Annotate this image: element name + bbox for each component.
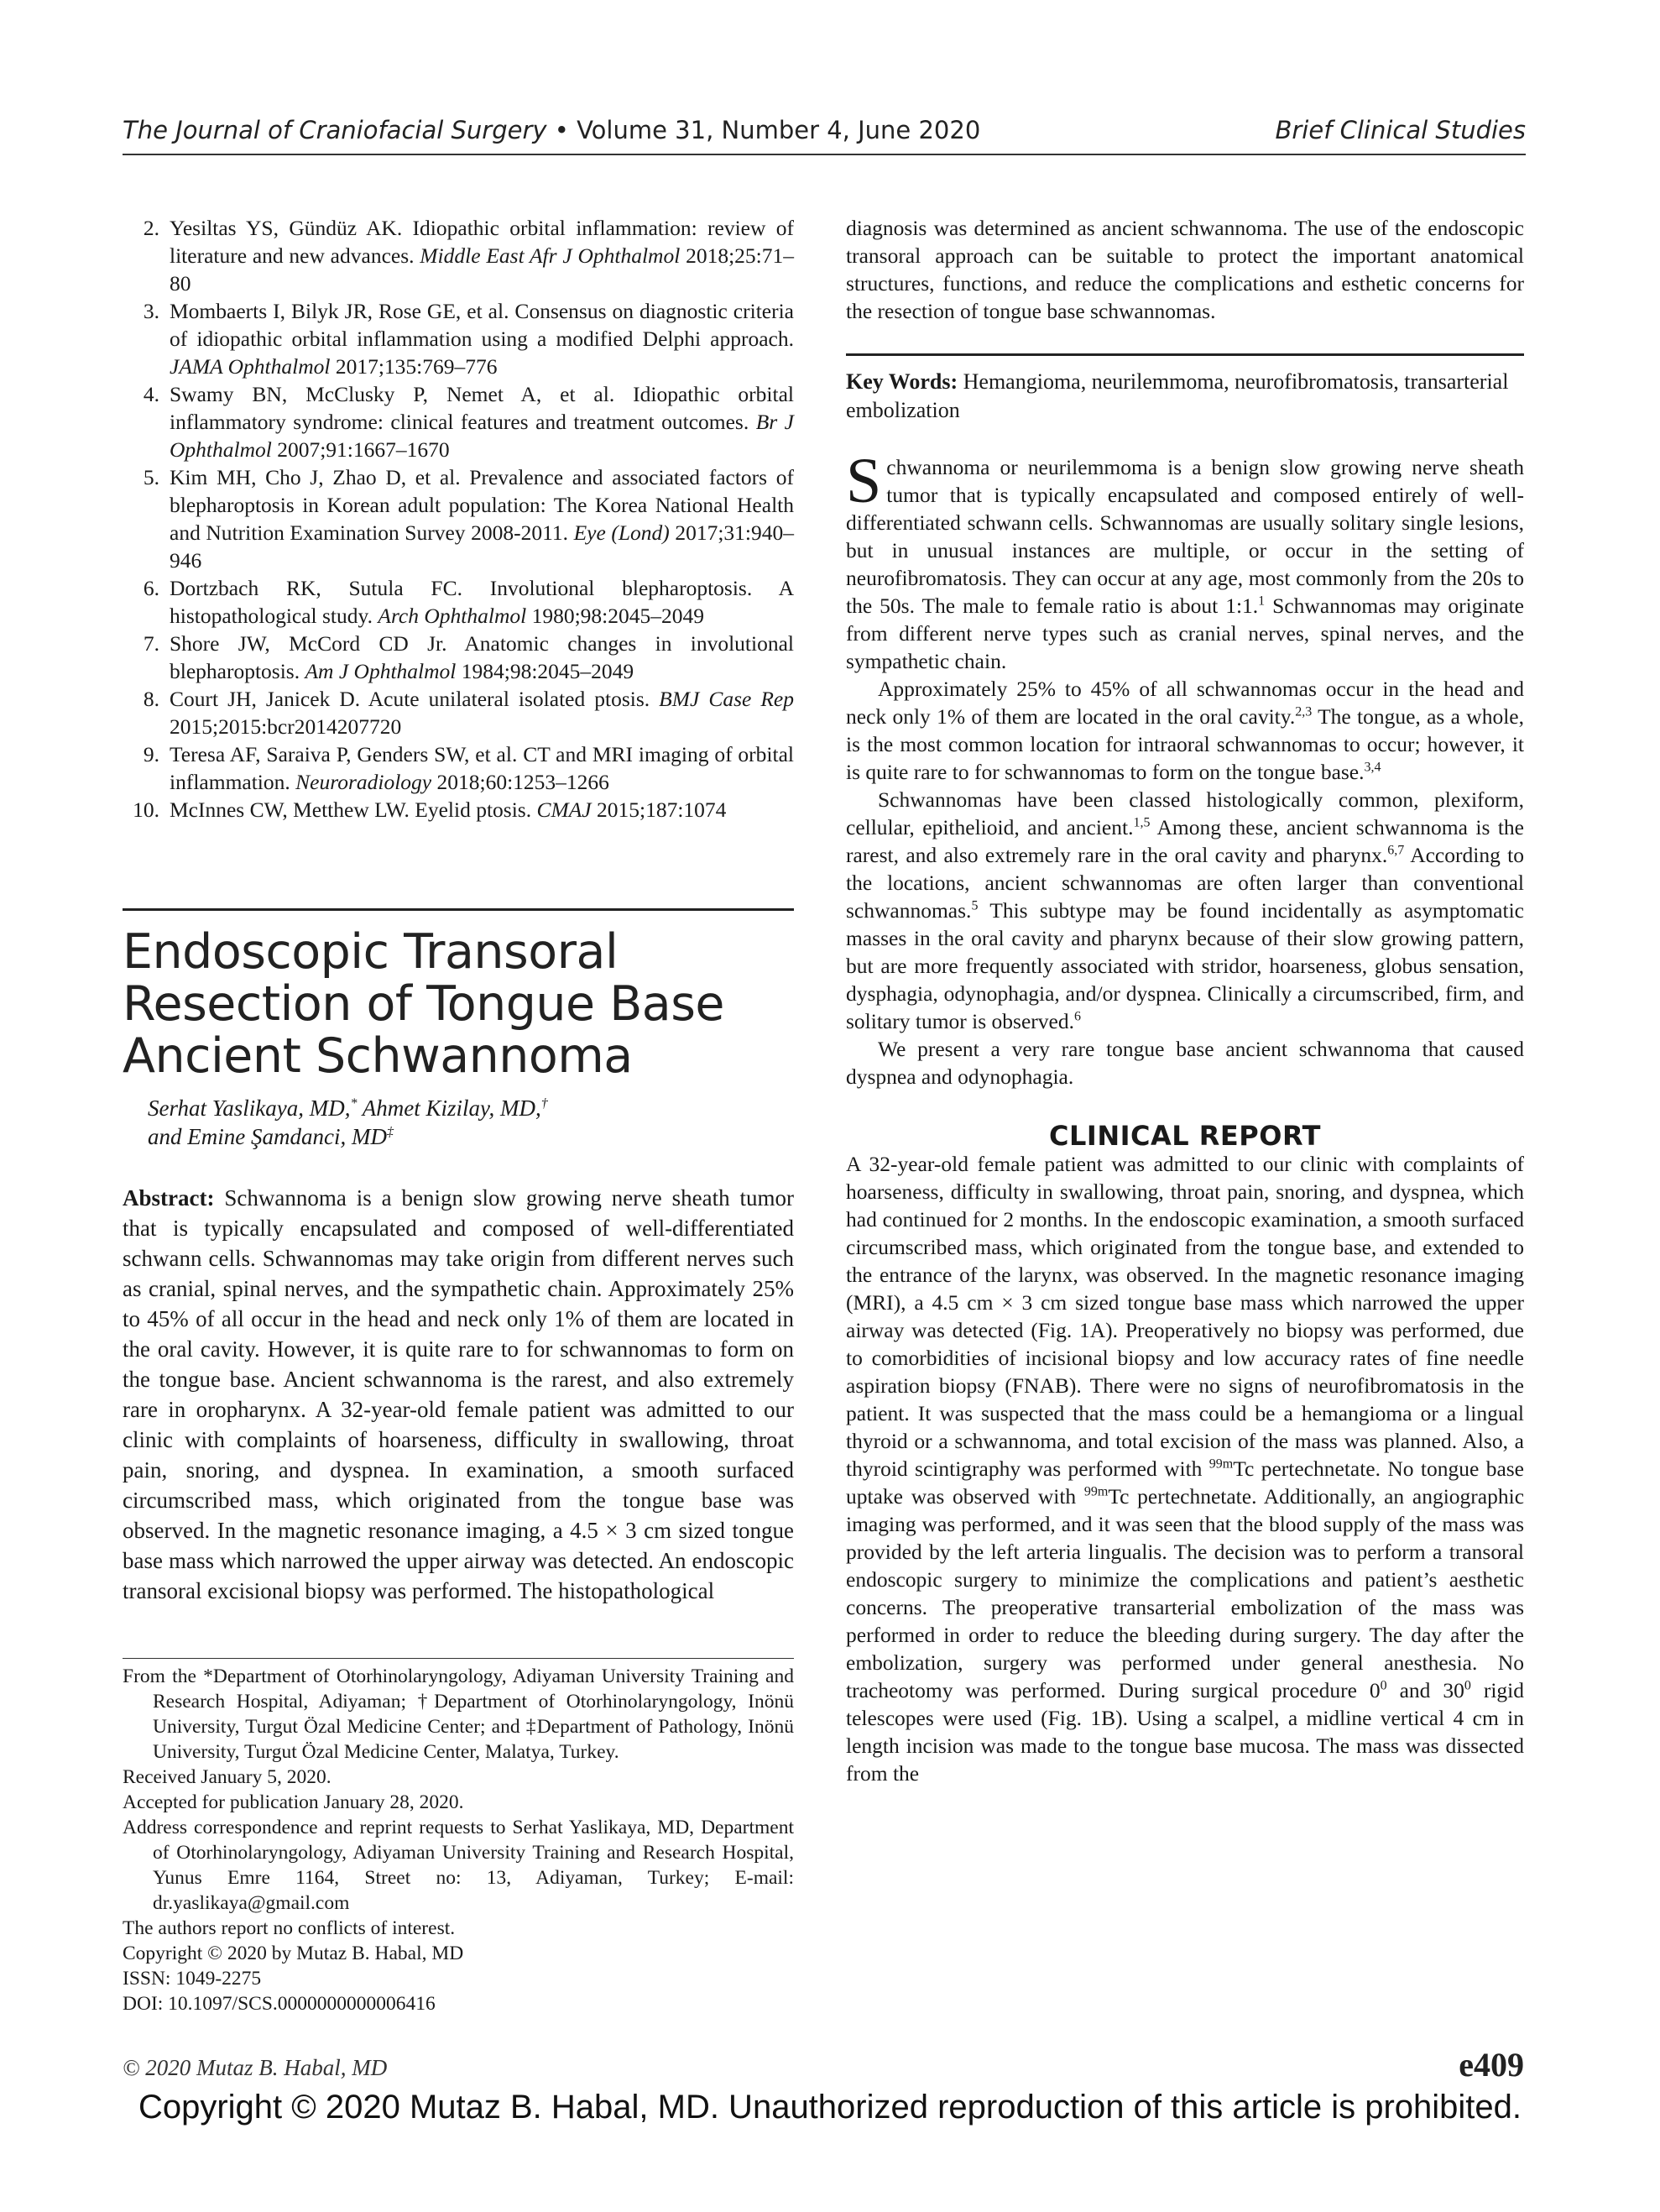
reference-text: Yesiltas YS, Gündüz AK. Idiopathic orbital inflammation: review of literature and new advances.: [170, 216, 794, 268]
page-number: e409: [1459, 2046, 1524, 2084]
reference-item: [123, 574, 794, 630]
abstract-continued: diagnosis was determined as ancient schwannoma. The use of the endoscopic transoral approach can be suitable to protect the important anatomical structures, functions, and reduce the complications and esthetic concerns for the resection of tongue base schwannomas.: [846, 216, 1524, 323]
clinical-report-heading: CLINICAL REPORT: [1049, 1120, 1321, 1152]
reference-journal: CMAJ: [536, 797, 592, 822]
intro-p1-text: chwannoma or neurilemmoma is a benign slow growing nerve sheath tumor that is typically encapsulated and composed entirely of well-differentiated schwann cells. Schwannomas are usually solitary single lesions, but in unusual instances are multiple, or occur in the setting of neurofibromatosis. They can occur at any age, most commonly from the 20s to the 50s. The male to female ratio is about 1:1.: [846, 455, 1524, 618]
copyright-line: Copyright © 2020 by Mutaz B. Habal, MD: [123, 1943, 464, 1964]
reference-journal: Arch Ophthalmol: [378, 604, 527, 628]
reference-journal: Am J Ophthalmol: [305, 659, 457, 683]
reference-citation: 2015;187:1074: [591, 797, 727, 822]
affiliations: [123, 1664, 794, 2016]
reference-item: [123, 380, 794, 463]
abstract: [123, 1183, 794, 1606]
reference-text: Dortzbach RK, Sutula FC. Involutional blepharoptosis. A histopathological study.: [170, 576, 794, 628]
citation: 1,5: [1133, 815, 1151, 830]
reference-citation: 2018;60:1253–1266: [431, 770, 609, 794]
citation: 6: [1073, 1009, 1081, 1024]
intro-p3c: According to the locations, ancient schwannomas are often larger than conventional schwannomas.: [846, 843, 1524, 923]
reference-text: Kim MH, Cho J, Zhao D, et al. Prevalence and associated factors of blepharoptosis in Korean adult population: The Korea National Health and Nutrition Examination Survey 2008-2011.: [170, 465, 794, 545]
reference-citation: 2018;25:71–80: [170, 243, 795, 295]
author-2: Ahmet Kizilay, MD,: [357, 1096, 541, 1121]
left-column: [123, 214, 794, 2016]
reference-text: Mombaerts I, Bilyk JR, Rose GE, et al. Consensus on diagnostic criteria of idiopathic orbital inflammation using a modified Delphi approach.: [170, 299, 794, 351]
reference-number: 4.: [143, 382, 159, 406]
accepted-date: Accepted for publication January 28, 2020.: [123, 1791, 464, 1813]
keywords-label: Key Words:: [846, 369, 958, 394]
article-title: Endoscopic Transoral Resection of Tongue Base Ancient Schwannoma: [123, 924, 725, 1084]
author-3: and Emine Şamdanci, MD: [148, 1124, 387, 1149]
intro-p2b: The tongue, as a whole, is the most common location for intraoral schwannomas to occur; however, it is quite rare to for schwannomas to form on the tongue base.: [846, 704, 1524, 784]
reference-citation: 2015;2015:bcr2014207720: [170, 714, 402, 739]
reference-text: Shore JW, McCord CD Jr. Anatomic changes in involutional blepharoptosis.: [170, 631, 794, 683]
reference-text: Swamy BN, McClusky P, Nemet A, et al. Idiopathic orbital inflammatory syndrome: clinical features and treatment outcomes.: [170, 382, 794, 434]
keywords: [846, 368, 1524, 425]
affiliation-rule: [123, 1658, 794, 1659]
reference-journal: JAMA Ophthalmol: [170, 354, 331, 379]
author-1-mark: *: [350, 1096, 358, 1111]
running-header-left: [123, 116, 980, 144]
intro-p3b: Among these, ancient schwannoma is the rarest, and also extremely rare in the oral cavity and pharynx.: [846, 815, 1524, 867]
reference-citation: 2017;135:769–776: [330, 354, 498, 379]
intro-p1-tail: Schwannomas may originate from different nerve types such as cranial nerves, spinal nerves, and the sympathetic chain.: [846, 594, 1524, 673]
author-list: [123, 1094, 794, 1151]
reference-item: [123, 297, 794, 380]
reference-item: [123, 685, 794, 740]
reference-citation: 1980;98:2045–2049: [526, 604, 705, 628]
doi-line: DOI: 10.1097/SCS.0000000000006416: [123, 1993, 436, 2015]
reference-item: [123, 630, 794, 685]
reference-text: Court JH, Janicek D. Acute unilateral isolated ptosis.: [170, 687, 660, 711]
reference-citation: 2007;91:1667–1670: [271, 437, 450, 462]
clinical-paragraph: [846, 1150, 1524, 1787]
reference-text: McInnes CW, Metthew LW. Eyelid ptosis.: [170, 797, 537, 822]
abstract-label: Abstract:: [123, 1185, 215, 1211]
intro-p3a: Schwannomas have been classed histologically common, plexiform, cellular, epithelioid, and ancient.: [846, 787, 1524, 839]
received-date: Received January 5, 2020.: [123, 1766, 331, 1788]
reference-number: 9.: [143, 742, 159, 766]
affiliation-from: From the *Department of Otorhinolaryngology, Adiyaman University Training and Research Hospital, Adiyaman; †Department of Otorhinolaryngology, Inönü University, Turgut Özal Medicine Center; and ‡Department of Pathology, Inönü University, Turgut Özal Medicine Center, Malatya, Turkey.: [123, 1666, 794, 1763]
clinical-text-c: Tc pertechnetate. Additionally, an angiographic imaging was performed, and it was seen that the blood supply of the mass was provided by the left arteria lingualis. The decision was to perform a transoral endoscopic surgery to minimize the complications and patient’s aesthetic concerns. The preoperative transarterial embolization of the mass was performed in order to reduce the bleeding during surgery. The day after the embolization, surgery was performed under general anesthesia. No tracheotomy was performed. During surgical procedure 0: [846, 1484, 1525, 1702]
citation: 1: [1258, 594, 1266, 609]
intro-paragraph-2: [846, 675, 1524, 786]
right-column: [846, 214, 1524, 1787]
reference-item: [123, 740, 794, 796]
reference-number: 7.: [143, 631, 159, 656]
reference-journal: BMJ Case Rep: [659, 687, 794, 711]
header-rule: [123, 154, 1526, 155]
citation: 5: [971, 898, 979, 913]
reference-journal: Middle East Afr J Ophthalmol: [420, 243, 681, 268]
issn-line: ISSN: 1049-2275: [123, 1968, 262, 1990]
isotope-mark: 99m: [1208, 1456, 1234, 1472]
clinical-text-d: and 30: [1386, 1678, 1464, 1702]
isotope-mark: 99m: [1083, 1484, 1109, 1499]
reference-number: 3.: [143, 299, 159, 323]
correspondence-address: Address correspondence and reprint requests to Serhat Yaslikaya, MD, Department of Otorhinolaryngology, Adiyaman University Training and Research Hospital, Yunus Emre 1164, Street no: 13, Adiyaman, Turkey; E-mail: dr.yaslikaya@gmail.com: [123, 1817, 794, 1914]
copyright-banner: Copyright © 2020 Mutaz B. Habal, MD. Unauthorized reproduction of this article is prohibited.: [138, 2089, 1522, 2126]
running-header: [123, 116, 1526, 149]
author-2-mark: †: [540, 1096, 548, 1111]
intro-paragraph-1: [846, 446, 1524, 675]
citation: 6,7: [1387, 843, 1405, 858]
reference-citation: 1984;98:2045–2049: [456, 659, 634, 683]
reference-item: [123, 463, 794, 574]
issue-info: Volume 31, Number 4, June 2020: [577, 116, 981, 144]
intro-p2a: Approximately 25% to 45% of all schwannomas occur in the head and neck only 1% of them are located in the oral cavity.: [846, 677, 1524, 729]
journal-name: The Journal of Craniofacial Surgery: [123, 116, 547, 144]
reference-number: 6.: [143, 576, 159, 600]
reference-journal: Neuroradiology: [295, 770, 432, 794]
reference-citation: 2017;31:940–946: [170, 520, 794, 573]
section-name: Brief Clinical Studies: [1275, 116, 1526, 144]
reference-text: Teresa AF, Saraiva P, Genders SW, et al. CT and MRI imaging of orbital inflammation.: [170, 742, 794, 794]
author-3-mark: ‡: [386, 1125, 394, 1139]
reference-number: 8.: [143, 687, 159, 711]
footer-copyright: © 2020 Mutaz B. Habal, MD: [123, 2055, 388, 2080]
clinical-text-b: Tc pertechnetate. No tongue base uptake was observed with: [846, 1456, 1524, 1509]
clinical-report: [846, 1150, 1524, 1787]
abstract-text: Schwannoma is a benign slow growing nerve sheath tumor that is typically encapsulated and composed of well-differentiated schwann cells. Schwannomas may take origin from different nerves such as cranial, spinal nerves, and the sympathetic chain. Approximately 25% to 45% of all occur in the head and neck only 1% of them are located in the oral cavity. However, it is quite rare to for schwannomas to form on the tongue base. Ancient schwannoma is the rarest, and also extremely rare in oropharynx. A 32-year-old female patient was admitted to our clinic with complaints of hoarseness, difficulty in swallowing, throat pain, snoring, and dyspnea. In examination, a smooth surfaced circumscribed mass, which originated from the tongue base was observed. In the magnetic resonance imaging, a 4.5 × 3 cm sized tongue base mass which narrowed the upper airway was detected. An endoscopic transoral excisional biopsy was performed. The histopathological: [123, 1185, 794, 1603]
reference-journal: Eye (Lond): [573, 520, 670, 545]
header-bullet: •: [554, 116, 569, 144]
clinical-text-e: rigid telescopes were used (Fig. 1B). Using a scalpel, a midline vertical 4 cm in length incision was made to the tongue base mucosa. The mass was dissected from the: [846, 1678, 1524, 1786]
citation: 2,3: [1295, 704, 1313, 719]
intro-paragraph-3: [846, 786, 1524, 1035]
reference-list: [123, 214, 794, 824]
intro-paragraph-4: We present a very rare tongue base ancient schwannoma that caused dyspnea and odynophagia.: [846, 1037, 1524, 1089]
conflicts-statement: The authors report no conflicts of interest.: [123, 1917, 456, 1939]
clinical-text-a: A 32-year-old female patient was admitted to our clinic with complaints of hoarseness, difficulty in swallowing, throat pain, snoring, and dyspnea, which had continued for 2 months. In the endoscopic examination, a smooth surfaced circumscribed mass, which originated from the tongue base, and extended to the entrance of the larynx, was observed. In the magnetic resonance imaging (MRI), a 4.5 cm × 3 cm sized tongue base mass which narrowed the upper airway was detected (Fig. 1A). Preoperatively no biopsy was performed, due to comorbidities of incisional biopsy and low accuracy rates of fine needle aspiration biopsy (FNAB). There were no signs of neurofibromatosis in the patient. It was suspected that the mass could be a hemangioma or a lingual thyroid or a schwannoma, and total excision of the mass was planned. Also, a thyroid scintigraphy was performed with: [846, 1152, 1524, 1481]
reference-journal: Br J Ophthalmol: [170, 410, 794, 462]
reference-item: [123, 214, 794, 297]
author-1: Serhat Yaslikaya, MD,: [148, 1096, 351, 1121]
degree-mark: 0: [1380, 1678, 1387, 1693]
reference-number: 5.: [143, 465, 159, 489]
drop-cap: S: [846, 446, 882, 516]
introduction: [846, 446, 1524, 1090]
reference-number: 10.: [133, 797, 159, 822]
intro-p3d: This subtype may be found incidentally as asymptomatic masses in the oral cavity and pharynx because of their slow growing pattern, but are more frequently associated with stridor, hoarseness, globus sensation, dysphagia, odynophagia, and/or dyspnea. Clinically a circumscribed, firm, and solitary tumor is observed.: [846, 898, 1524, 1033]
reference-number: 2.: [143, 216, 159, 240]
citation: 3,4: [1364, 760, 1381, 775]
reference-item: [123, 796, 794, 824]
keywords-text: Hemangioma, neurilemmoma, neurofibromatosis, transarterial embolization: [846, 369, 1509, 422]
degree-mark: 0: [1464, 1678, 1471, 1693]
